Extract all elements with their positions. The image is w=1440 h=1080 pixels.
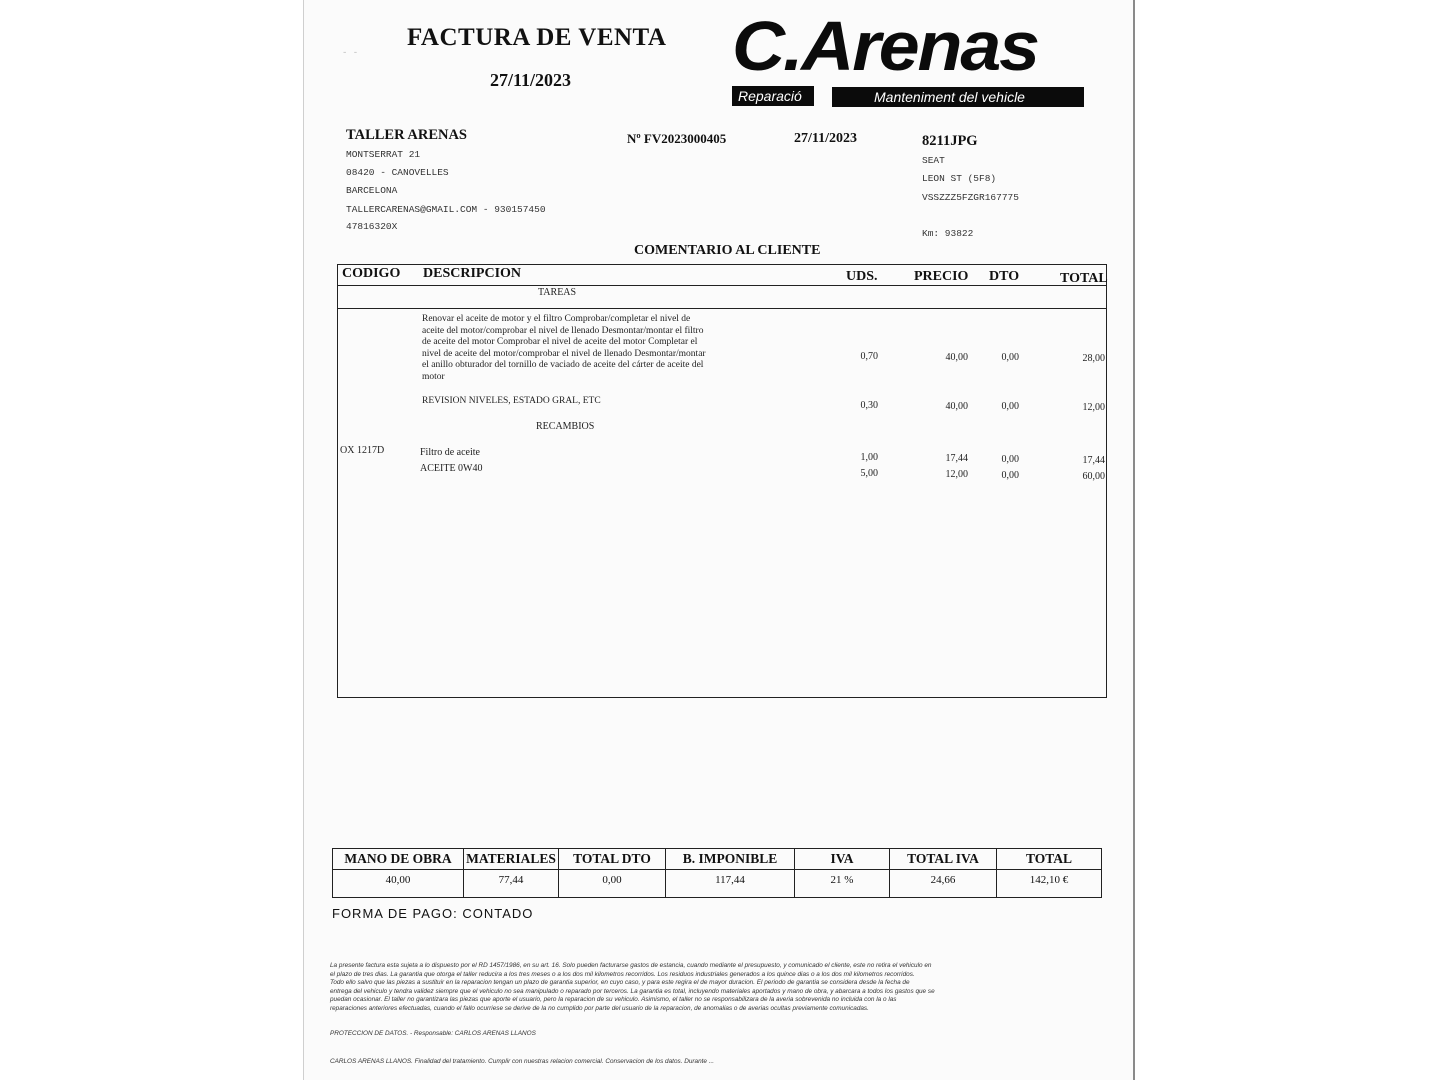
task-1-precio: 40,00 (945, 352, 968, 363)
totals-total-iva: TOTAL IVA 24,66 (889, 848, 997, 898)
document-title: FACTURA DE VENTA (407, 24, 667, 51)
section-tareas: TAREAS (538, 287, 577, 298)
document-date: 27/11/2023 (490, 70, 572, 90)
task-1-dto: 0,00 (1001, 352, 1019, 363)
vehicle-model: LEON ST (5F8) (922, 173, 997, 184)
section-recambios: RECAMBIOS (536, 421, 595, 432)
totals-base-imponible: B. IMPONIBLE 117,44 (665, 848, 795, 898)
part-1-uds: 1,00 (860, 452, 878, 463)
totals-materiales: MATERIALES 77,44 (463, 848, 559, 898)
items-table (337, 264, 1107, 698)
legal-text: La presente factura esta sujeta a lo dispuesto por el RD 1457/1986, en su art. 16. Solo pueden facturarse gastos de estancia, cuando mediante el presupuesto, y comunicado el cliente, este no retira el vehiculo en el plazo de tres dias. La garantia que otorga el taller reducira a los tres meses o a los dos mil kilometros recorridos. Los residuos industriales generados a los quince dias o a los dos mil kilometros recorridos. Todo ello salvo que las piezas a sustituir en la reparacion tengan un plazo de garantia superior, en cuyo caso, y para este regira el de mayor duracion. El periodo de garantia se considera desde la fecha de entrega del vehiculo y tendra validez siempre que el vehiculo no sea manipulado o reparado por terceros. La garantia es total, incluyendo materiales aportados y mano de obra, y abarcara a todos los gastos que se puedan ocasionar. El taller no garantizara las piezas que aporte el usuario, pero la reparacion de su vehiculo. Asimismo, el taller no se responsabilizara de la averia sobrevenida no incluida con la o las reparaciones anteriores efectuadas, cuando el fallo ocurriese se derive de la no cumplido por parte del usuario de la reparacion, de anomalias o de averias ocultas previamente comunicadas. (330, 962, 935, 1012)
totals-total-dto: TOTAL DTO 0,00 (558, 848, 666, 898)
invoice-date: 27/11/2023 (794, 131, 858, 146)
vehicle-plate: 8211JPG (922, 133, 978, 149)
part-2-description: ACEITE 0W40 (420, 463, 483, 474)
part-1-description: Filtro de aceite (420, 447, 480, 458)
totals-iva: IVA 21 % (794, 848, 890, 898)
logo-tag-left: Reparació (732, 86, 814, 106)
payment-method: FORMA DE PAGO: CONTADO (332, 906, 534, 921)
col-uds: UDS. (846, 269, 878, 284)
part-2-total: 60,00 (1082, 471, 1105, 482)
totals-total: TOTAL 142,10 € (996, 848, 1102, 898)
logo-wordmark: C.Arenas (732, 7, 1038, 85)
col-total: TOTAL (1060, 271, 1108, 286)
task-2-description: REVISION NIVELES, ESTADO GRAL, ETC (422, 396, 601, 406)
comment-heading: COMENTARIO AL CLIENTE (634, 243, 821, 258)
vehicle-make: SEAT (922, 155, 945, 166)
col-codigo: CODIGO (342, 266, 401, 281)
vehicle-vin: VSSZZZ5FZGR167775 (922, 192, 1019, 203)
part-1-code: OX 1217D (340, 445, 385, 456)
company-address: MONTSERRAT 21 (346, 149, 421, 160)
task-2-precio: 40,00 (945, 401, 968, 412)
part-1-total: 17,44 (1082, 455, 1105, 466)
col-precio: PRECIO (914, 269, 969, 284)
task-1-description: Renovar el aceite de motor y el filtro Comprobar/completar el nivel de aceite del motor/comprobar el nivel de llenado Desmontar/montar el filtro de aceite del motor Comprobar el nivel de aceite del motor Completar el nivel de aceite del motor/comprobar el nivel de llenado Desmontar/montar el anillo obturador del tornillo de vaciado de aceite del cárter de aceite del motor (422, 314, 706, 382)
company-city: BARCELONA (346, 185, 398, 196)
company-postal: 08420 - CANOVELLES (346, 167, 449, 178)
section-divider (338, 308, 1106, 309)
company-contact: TALLERCARENAS@GMAIL.COM - 930157450 (346, 204, 546, 215)
task-1-total: 28,00 (1082, 353, 1105, 364)
task-1-uds: 0,70 (860, 351, 878, 362)
logo-tag-right: Manteniment del vehicle (832, 87, 1084, 107)
part-1-precio: 17,44 (945, 453, 968, 464)
invoice-page (303, 0, 1135, 1080)
data-protection-text: PROTECCION DE DATOS. - Responsable: CARLOS ARENAS LLANOS (330, 1030, 536, 1037)
items-table-header (338, 265, 1106, 286)
col-descripcion: DESCRIPCION (423, 266, 522, 281)
invoice-number: Nº FV2023000405 (627, 131, 727, 146)
vehicle-km: Km: 93822 (922, 228, 974, 239)
totals-mano-de-obra: MANO DE OBRA 40,00 (332, 848, 464, 898)
part-2-precio: 12,00 (945, 469, 968, 480)
task-2-dto: 0,00 (1001, 401, 1019, 412)
totals-table (332, 848, 1102, 900)
company-logo (732, 7, 1084, 112)
company-name: TALLER ARENAS (346, 127, 467, 143)
part-2-dto: 0,00 (1001, 470, 1019, 481)
part-2-uds: 5,00 (860, 468, 878, 479)
task-2-uds: 0,30 (860, 400, 878, 411)
scan-artifact: - - (342, 48, 359, 58)
legal-footer-text: CARLOS ARENAS LLANOS. Finalidad del tratamiento. Cumplir con nuestras relacion comercial. Conservacion de los datos. Durante ... (330, 1058, 715, 1065)
col-dto: DTO (989, 269, 1020, 284)
company-tax-id: 47816320X (346, 221, 398, 232)
task-2-total: 12,00 (1082, 402, 1105, 413)
part-1-dto: 0,00 (1001, 454, 1019, 465)
